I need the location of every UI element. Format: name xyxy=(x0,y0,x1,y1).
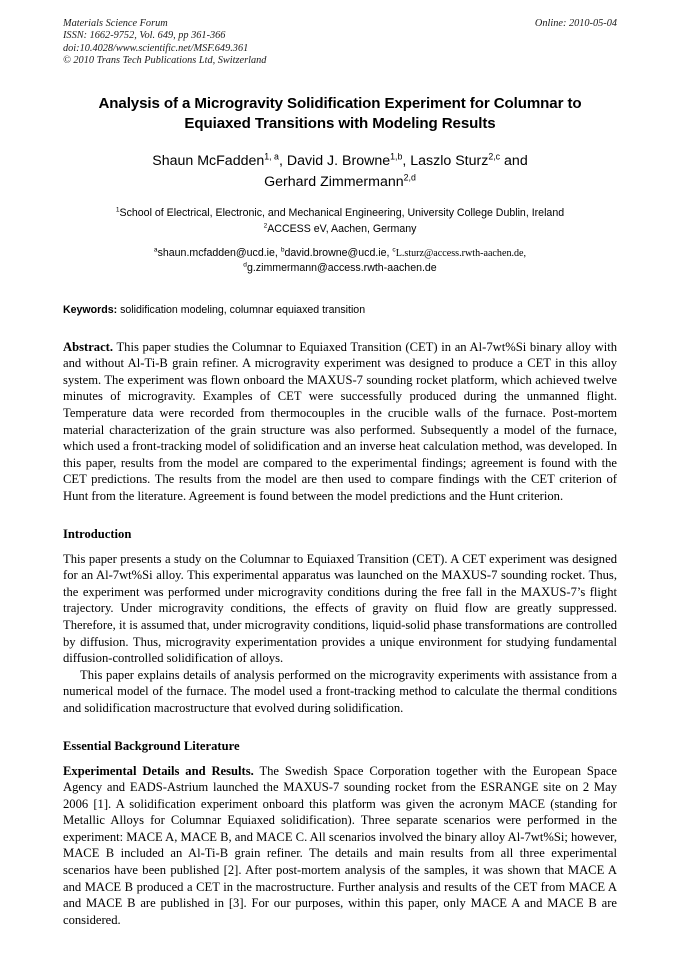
email-sup-d: d xyxy=(243,261,247,269)
email-sup-a: a xyxy=(153,246,158,254)
abstract-text: This paper studies the Columnar to Equiaxed Transition (CET) in an Al-7wt%Si binary alloy with and without Al-Ti-B grain refiner. A microgravity experiment was designed to produce a CET in this alloy system. The experiment was flown onboard the MAXUS-7 sounding rocket platform, which achieved twelve minutes of microgravity. Examples of CET were successfully produced during the unmanned flight. Temperature data were recorded from thermocouples in the crucible walls of the furnace. Post-mortem material characterization of the grain structure was also performed. Subsequently a model of the furnace, which used a front-tracking model of solidification and an inverse heat calculation method, was developed. In this paper, results from the model are compared to the experimental findings; agreement is found with the CET predictions. The results from the model are then used to compare findings with the CET criterion of Hunt from the literature. Agreement is found between the model predictions and the Hunt criterion. xyxy=(63,339,617,503)
keywords-label: Keywords: xyxy=(63,303,118,316)
online-date: Online: 2010-05-04 xyxy=(534,18,617,29)
journal-issn-line: ISSN: 1662-9752, Vol. 649, pp 361-366 xyxy=(63,30,226,42)
email-address-b[interactable]: david.browne@ucd.ie, xyxy=(284,246,393,259)
author-sup-4: 2,d xyxy=(403,171,416,182)
keywords-line xyxy=(63,303,617,318)
affiliation-text-1: School of Electrical, Electronic, and Mechanical Engineering, University College Dublin, Ireland xyxy=(119,206,565,219)
author-sup-2: 1,b xyxy=(390,150,403,161)
background-lead-label: Experimental Details and Results. xyxy=(63,763,254,778)
email-sup-c: c xyxy=(392,246,396,254)
affiliation-list xyxy=(63,205,617,237)
author-name-1: Shaun McFadden xyxy=(152,152,265,169)
journal-doi-line: doi:10.4028/www.scientific.net/MSF.649.361 xyxy=(63,42,249,54)
journal-name: Materials Science Forum xyxy=(63,18,168,29)
introduction-paragraph-1: This paper presents a study on the Columnar to Equiaxed Transition (CET). A CET experiment was designed for an Al-7wt%Si alloy. This experimental apparatus was launched on the MAXUS-7 sounding rocket. Thus, the experiment was performed under microgravity conditions during the free fall in the MAXUS-7’s flight trajectory. Under microgravity conditions, the effects of gravity on fluid flow are greatly suppressed. Therefore, it is assumed that, under microgravity conditions, liquid-solid phase transformations are controlled by diffusion. Thus, microgravity experimentation provides a unique environment for studying fundamental diffusion-controlled solidification of alloys. xyxy=(63,551,617,666)
abstract-paragraph xyxy=(63,339,617,505)
author-separator-2: , xyxy=(402,152,411,169)
author-name-3: Laszlo Sturz xyxy=(410,152,489,169)
keywords-value: solidification modeling, columnar equiaxed transition xyxy=(117,303,366,316)
author-sup-3: 2,c xyxy=(488,150,501,161)
email-address-a[interactable]: shaun.mcfadden@ucd.ie, xyxy=(157,246,281,259)
journal-header xyxy=(63,18,617,68)
abstract-label: Abstract. xyxy=(63,339,114,354)
journal-copyright-line: © 2010 Trans Tech Publications Ltd, Switzerland xyxy=(63,55,267,67)
section-heading-introduction: Introduction xyxy=(63,526,132,541)
email-address-d[interactable]: g.zimmermann@access.rwth-aachen.de xyxy=(246,261,437,274)
email-list xyxy=(63,246,617,276)
affiliation-2 xyxy=(63,221,617,237)
paper-title: Analysis of a Microgravity Solidification Experiment for Columnar to Equiaxed Transitions with Modeling Results xyxy=(98,94,582,132)
affiliation-sup-1: 1 xyxy=(115,206,120,214)
author-separator-1: , xyxy=(278,152,287,169)
author-name-4: Gerhard Zimmermann xyxy=(264,173,404,190)
affiliation-sup-2: 2 xyxy=(263,222,268,230)
author-conjunction: and xyxy=(500,152,528,169)
email-address-c[interactable]: L.sturz@access.rwth-aachen.de, xyxy=(395,247,527,259)
author-list xyxy=(91,151,589,193)
section-heading-background: Essential Background Literature xyxy=(63,738,240,753)
author-name-2: David J. Browne xyxy=(286,152,391,169)
author-sup-1: 1, a xyxy=(264,150,279,161)
email-row-2 xyxy=(63,261,617,276)
background-text: The Swedish Space Corporation together with the European Space Agency and EADS-Astrium launched the MAXUS-7 sounding rocket from the ESRANGE site on 2 May 2006 [1]. A solidification experiment onboard this platform was given the acronym MACE (standing for Metallic Alloys for Columnar Equiaxed solidification). Three separate scenarios were performed in the experiment: MACE A, MACE B, and MACE C. All scenarios involved the binary alloy Al-7wt%Si; however, MACE B included an Al-Ti-B grain refiner. The details and main results from all three experimental scenarios have been published [2]. After post-mortem analysis of the samples, it was shown that MACE A and MACE B produced a CET in the macrostructure. Further analysis and results of the CET from MACE A and MACE B are published in [3]. For our purposes, within this paper, only MACE A and MACE B are considered. xyxy=(63,763,617,927)
background-paragraph xyxy=(63,763,617,929)
introduction-paragraph-2: This paper explains details of analysis performed on the microgravity experiments with assistance from a numerical model of the furnace. The model used a front-tracking method to calculate the thermal conditions and solidification macrostructure that evolved during solidification. xyxy=(63,667,617,715)
affiliation-text-2: ACCESS eV, Aachen, Germany xyxy=(267,222,417,235)
email-row-1 xyxy=(63,246,617,261)
email-sup-b: b xyxy=(280,246,285,254)
affiliation-1 xyxy=(63,205,617,221)
